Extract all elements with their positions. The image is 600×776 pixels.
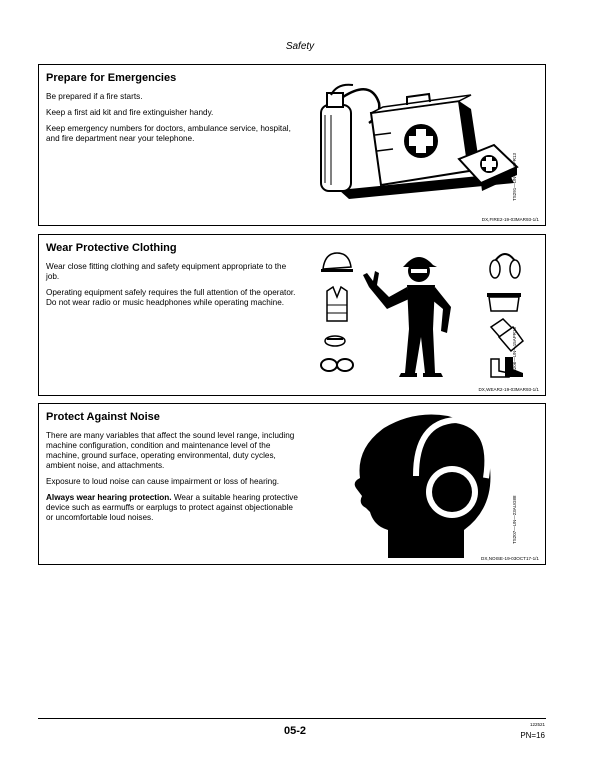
reference-code: DX,NOISE-19-03OCT17-1/1 [481, 556, 539, 561]
paragraph: Keep a first aid kit and fire extinguisher handy. [46, 108, 214, 117]
bold-lead: Always wear hearing protection. [46, 493, 172, 502]
gloves-icon [491, 319, 523, 351]
figure-code: TS206—UN—15APR13 [512, 326, 517, 375]
vest-icon [327, 287, 347, 321]
section-title: Wear Protective Clothing [46, 242, 177, 254]
section-title: Protect Against Noise [46, 411, 160, 423]
face-shield-icon [487, 293, 521, 311]
protective-clothing-figure [319, 247, 524, 382]
figure-code: TS291—UN—15APR13 [512, 152, 517, 201]
reference-code: DX,FIRE2-19-03MAR93-1/1 [481, 217, 539, 222]
emergency-figure [309, 75, 524, 205]
footer-rule [38, 718, 546, 719]
section-body [46, 262, 298, 314]
paragraph [46, 493, 298, 523]
goggles-icon [321, 359, 353, 371]
paragraph: There are many variables that affect the sound level range, including machine configuration, condition and maintenance level of the machine, ground surface, operating environmental, duty cycles, ambient noise, and attachments. [46, 431, 295, 470]
bold-tail: Wear a suitable hearing protective device such as earmuffs or earplugs to protect against objectionable or uncomfortable loud noises. [46, 493, 298, 522]
section-body [46, 431, 298, 529]
paragraph: Be prepared if a fire starts. [46, 92, 143, 101]
noise-figure [344, 408, 504, 560]
paragraph: Wear close fitting clothing and safety equipment appropriate to the job. [46, 262, 287, 281]
respirator-icon [325, 336, 345, 346]
reference-code: DX,WEAR2-19-03MAR93-1/1 [478, 387, 539, 392]
page-number: 05-2 [283, 725, 307, 737]
first-aid-kit-icon [371, 94, 481, 185]
worker-icon [363, 257, 451, 377]
section-prepare-for-emergencies [38, 64, 546, 226]
section-protect-against-noise [38, 403, 546, 565]
paragraph: Operating equipment safely requires the full attention of the operator. Do not wear radio or music headphones while operating machine. [46, 288, 296, 307]
publication-code: 122521 [529, 722, 545, 727]
section-body [46, 92, 298, 150]
paragraph: Exposure to loud noise can cause impairment or loss of hearing. [46, 477, 280, 486]
hard-hat-icon [321, 253, 353, 272]
figure-code: TS207—UN—23AUG88 [512, 495, 517, 544]
earmuffs-icon [490, 254, 520, 278]
hearing-protection-icon [355, 415, 491, 559]
pn-label: PN=16 [520, 731, 545, 740]
page-header: Safety [285, 41, 315, 52]
section-wear-protective-clothing [38, 234, 546, 396]
boots-icon [491, 357, 523, 377]
section-title: Prepare for Emergencies [46, 72, 177, 84]
fire-extinguisher-icon [321, 85, 379, 191]
paragraph: Keep emergency numbers for doctors, ambulance service, hospital, and fire department near your telephone. [46, 124, 291, 143]
